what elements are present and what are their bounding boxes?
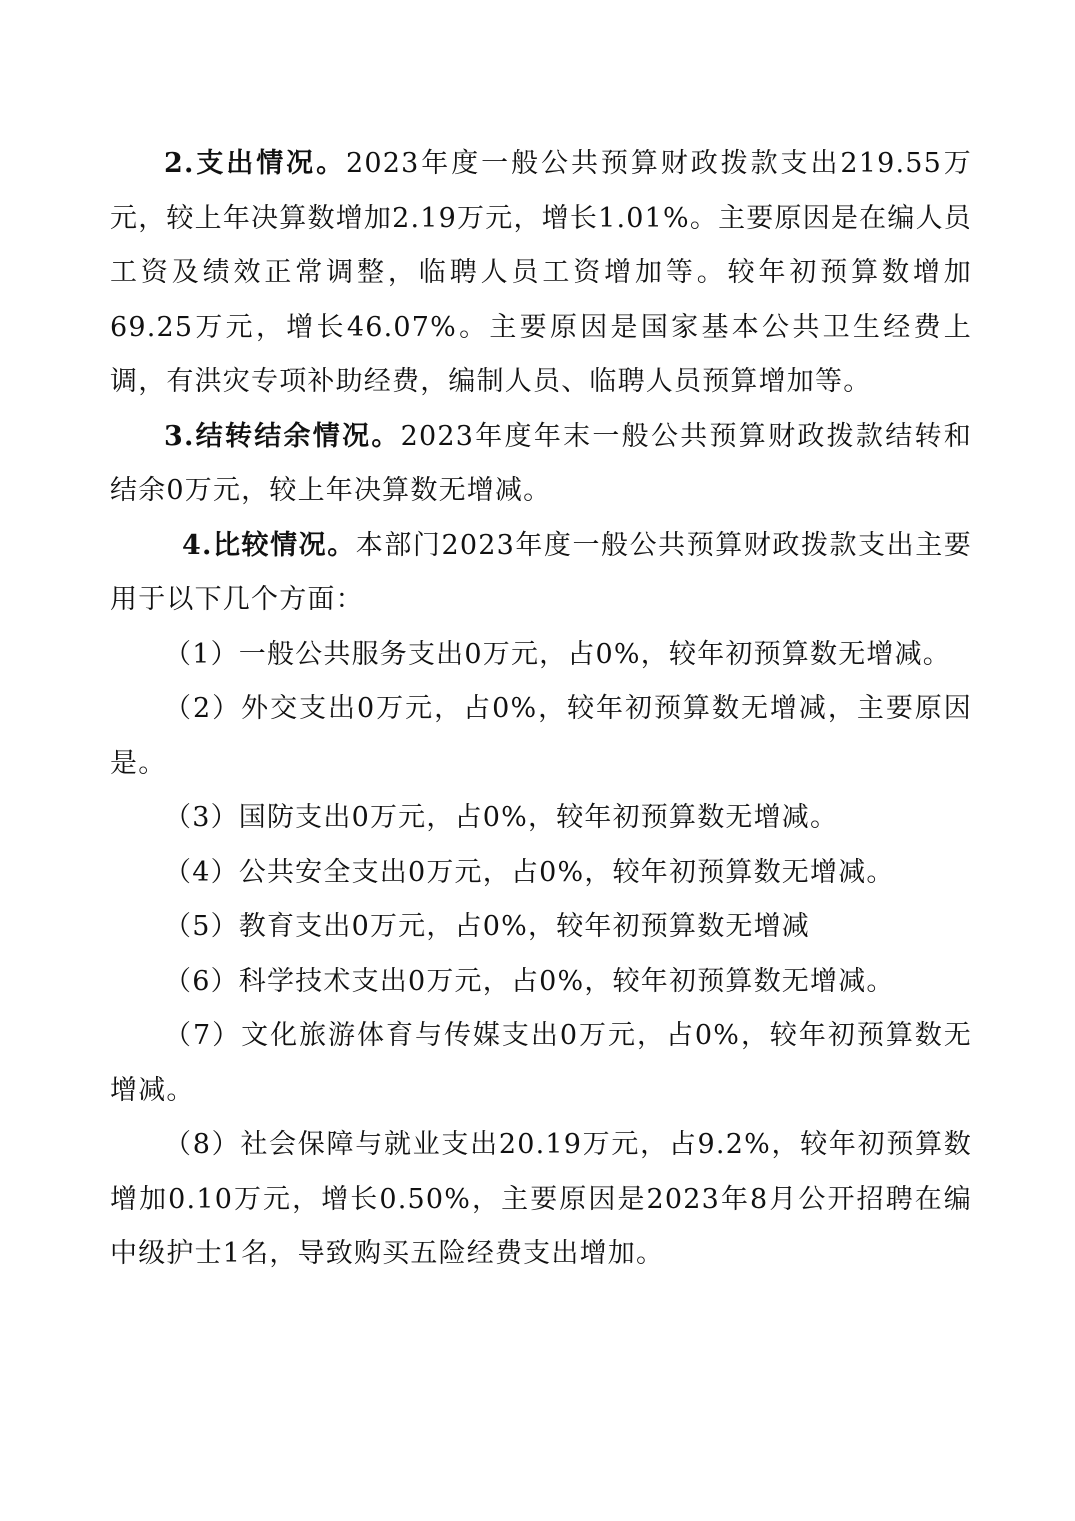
list-item: （2）外交支出0万元，占0%，较年初预算数无增减，主要原因是。: [110, 693, 972, 779]
list-item: （6）科学技术支出0万元，占0%，较年初预算数无增减。: [164, 965, 895, 997]
carryover-heading: 3.结转结余情况。: [164, 420, 401, 452]
list-item: （4）公共安全支出0万元，占0%，较年初预算数无增减。: [164, 856, 895, 888]
expenditure-paragraph: [110, 137, 972, 410]
list-item: （3）国防支出0万元，占0%，较年初预算数无增减。: [164, 802, 839, 833]
carryover-body: 2023年度年末一般公共预算财政拨款结转和结余0万元，较上年决算数无增减。: [110, 420, 972, 506]
comparison-heading: 4.比较情况。: [182, 529, 356, 561]
comparison-body: 本部门2023年度一般公共预算财政拨款支出主要用于以下几个方面：: [110, 529, 973, 615]
comparison-paragraph: [110, 519, 972, 628]
carryover-paragraph: [110, 410, 972, 519]
list-item: （8）社会保障与就业支出20.19万元，占9.2%，较年初预算数增加0.10万元，增长0.50%，主要原因是2023年8月公开招聘在编中级护士1名，导致购买五险经费支出增加。: [110, 1129, 972, 1269]
list-item: （5）教育支出0万元，占0%，较年初预算数无增减: [164, 911, 810, 942]
list-item: （7）文化旅游体育与传媒支出0万元，占0%，较年初预算数无增减。: [110, 1020, 972, 1106]
document-page: [110, 137, 972, 1282]
expenditure-heading: 2.支出情况。: [164, 148, 347, 179]
list-item: （1）一般公共服务支出0万元，占0%，较年初预算数无增减。: [164, 638, 951, 670]
expenditure-body: 2023年度一般公共预算财政拨款支出219.55万元，较上年决算数增加2.19万元，增长1.01%。主要原因是在编人员工资及绩效正常调整，临聘人员工资增加等。较年初预算数增加69.25万元，增长46.07%。主要原因是国家基本公共卫生经费上调，有洪灾专项补助经费，编制人员、临聘人员预算增加等。: [110, 148, 972, 397]
